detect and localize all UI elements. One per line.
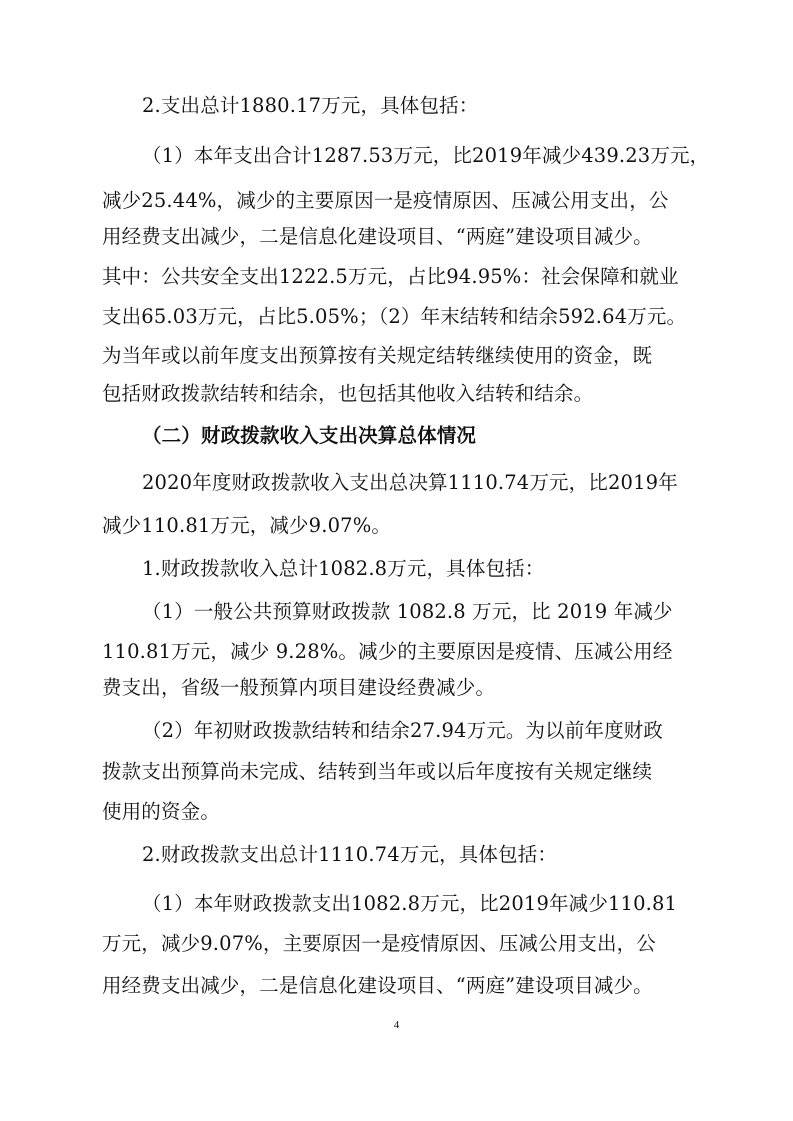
text-line: 用经费支出减少，二是信息化建设项目、“两庭”建设项目减少。 bbox=[102, 974, 653, 997]
text-line: 减少110.81万元，减少9.07%。 bbox=[102, 514, 392, 537]
text-line: 用经费支出减少，二是信息化建设项目、“两庭”建设项目减少。 bbox=[102, 225, 653, 248]
text-line: 2020年度财政拨款收入支出总决算1110.74万元，比2019年 bbox=[142, 471, 678, 494]
text-line: （1）本年财政拨款支出1082.8万元，比2019年减少110.81 bbox=[142, 892, 678, 915]
text-line: 1.财政拨款收入总计1082.8万元，具体包括： bbox=[142, 557, 545, 580]
page-number: 4 bbox=[393, 1019, 400, 1031]
text-line: 拨款支出预算尚未完成、结转到当年或以后年度按有关规定继续 bbox=[102, 760, 653, 783]
text-line: 万元，减少9.07%，主要原因一是疫情原因、压减公用支出，公 bbox=[102, 932, 656, 955]
text-line: （1）本年支出合计1287.53万元，比2019年减少439.23万元， bbox=[142, 144, 710, 167]
text-line: 使用的资金。 bbox=[102, 800, 220, 823]
text-line: 为当年或以前年度支出预算按有关规定结转继续使用的资金，既 bbox=[102, 344, 653, 367]
text-line: 其中：公共安全支出1222.5万元，占比94.95%：社会保障和就业 bbox=[102, 265, 679, 288]
text-line: 包括财政拨款结转和结余，也包括其他收入结转和结余。 bbox=[102, 382, 594, 405]
text-line: （1）一般公共预算财政拨款 1082.8 万元，比 2019 年减少 bbox=[142, 600, 673, 623]
text-line: 2.支出总计1880.17万元，具体包括： bbox=[142, 94, 479, 117]
text-line: 2.财政拨款支出总计1110.74万元，具体包括： bbox=[142, 843, 557, 866]
text-line: 减少25.44%，减少的主要原因一是疫情原因、压减公用支出，公 bbox=[102, 189, 669, 212]
text-line: 费支出，省级一般预算内项目建设经费减少。 bbox=[102, 676, 496, 699]
text-line: （2）年初财政拨款结转和结余27.94万元。为以前年度财政 bbox=[142, 719, 664, 742]
text-line: 110.81万元，减少 9.28%。减少的主要原因是疫情、压减公用经 bbox=[102, 640, 673, 663]
section-heading: （二）财政拨款收入支出决算总体情况 bbox=[142, 424, 477, 447]
text-line: 支出65.03万元，占比5.05%；（2）年末结转和结余592.64万元。 bbox=[102, 305, 687, 328]
